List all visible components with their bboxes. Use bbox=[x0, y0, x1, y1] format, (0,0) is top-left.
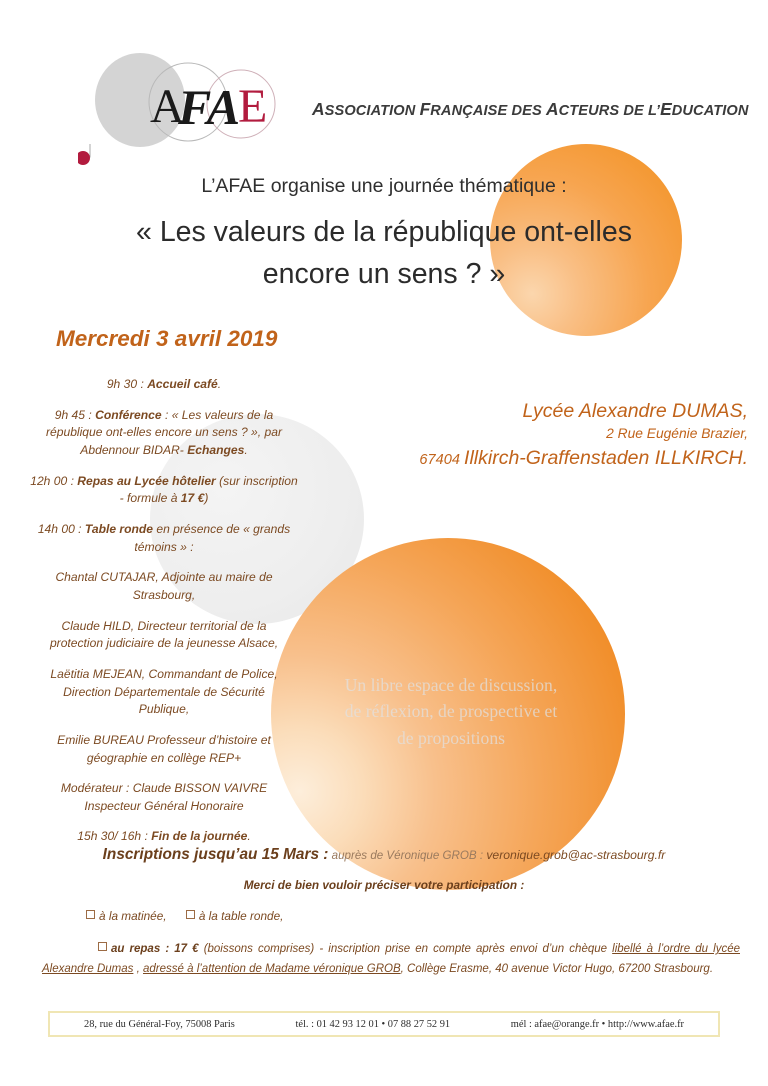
programme-item-text: Chantal CUTAJAR, Adjointe au maire de Strasbourg, bbox=[55, 570, 273, 602]
programme-item-text: Modérateur : Claude BISSON VAIVRE Inspecteur Général Honoraire bbox=[60, 781, 268, 813]
svg-text:A: A bbox=[150, 80, 185, 133]
meal-underline-a: libellé à l’ordre du lycée Alexandre Dumas bbox=[42, 943, 740, 976]
programme-item-text: Emilie BUREAU Professeur d’histoire et géographie en collège REP+ bbox=[57, 732, 271, 765]
programme-item-detail: : « Les valeurs de la république ont-elles encore un sens ? », par Abdennour BIDAR- bbox=[46, 407, 282, 457]
option-meal[interactable] bbox=[42, 943, 199, 955]
tagline-rest-3: CTEURS DE L’ bbox=[558, 103, 661, 119]
event-date: Mercredi 3 avril 2019 bbox=[56, 326, 278, 351]
checkbox-icon-meal[interactable] bbox=[98, 942, 107, 951]
programme-item-title: Conférence bbox=[95, 407, 162, 422]
programme-item-detail: . bbox=[217, 377, 222, 391]
footer-address: 28, rue du Général-Foy, 75008 Paris bbox=[84, 1018, 235, 1030]
tagline-cap-1: A bbox=[312, 99, 325, 119]
meal-text-a: (boissons comprises) - inscription prise en compte après envoi d’un chèque bbox=[198, 943, 613, 955]
programme-item bbox=[28, 407, 300, 460]
programme-item-detail-2: . bbox=[244, 442, 248, 457]
programme-item-detail-2: ) bbox=[204, 491, 209, 506]
afae-logo bbox=[78, 52, 308, 172]
programme-list bbox=[28, 376, 300, 846]
footer-bar bbox=[48, 1011, 720, 1037]
programme-item bbox=[28, 732, 300, 767]
title-main-line2: encore un sens ? » bbox=[262, 258, 506, 291]
meal-price-label: au repas : 17 € bbox=[111, 943, 199, 955]
option-roundtable[interactable] bbox=[186, 909, 284, 923]
option-roundtable-label: à la table ronde, bbox=[198, 909, 284, 923]
programme-item-time: 9h 45 : bbox=[54, 407, 96, 422]
venue-street: 2 Rue Eugénie Brazier, bbox=[606, 426, 748, 442]
slogan-text bbox=[292, 672, 610, 751]
venue-zip: 67404 bbox=[419, 452, 465, 468]
checkbox-icon-morning[interactable] bbox=[86, 910, 95, 919]
registration-block bbox=[28, 846, 740, 979]
programme-item bbox=[28, 376, 300, 394]
venue-city-name: Illkirch-Graffenstaden ILLKIRCH. bbox=[464, 447, 748, 469]
venue-city bbox=[400, 445, 748, 472]
tagline-rest-1: SSOCIATION bbox=[324, 103, 420, 119]
programme-item-title: Repas au Lycée hôtelier bbox=[77, 473, 216, 488]
programme-item-title-2: Echanges bbox=[187, 442, 245, 457]
programme-item-title: Table ronde bbox=[84, 521, 153, 536]
page-title bbox=[84, 172, 684, 296]
slogan-line3: de propositions bbox=[396, 727, 505, 748]
option-morning[interactable] bbox=[86, 909, 167, 923]
programme-item-title: Accueil café bbox=[147, 377, 218, 391]
programme-item-time: 12h 00 : bbox=[30, 473, 78, 488]
programme-item-time: 9h 30 : bbox=[106, 377, 148, 391]
svg-text:E: E bbox=[238, 80, 268, 133]
slogan-line2: de réflexion, de prospective et bbox=[344, 701, 558, 722]
svg-text:FA: FA bbox=[178, 79, 241, 135]
slogan-line1: Un libre espace de discussion, bbox=[344, 675, 558, 695]
tagline-cap-2: F bbox=[419, 99, 431, 119]
tagline-rest-2: RANÇAISE DES bbox=[430, 103, 546, 119]
meal-text-c: , Collège Erasme, 40 avenue Victor Hugo, 67200 Strasbourg. bbox=[400, 963, 714, 976]
title-main bbox=[84, 211, 684, 295]
tagline-rest-4: DUCATION bbox=[671, 103, 749, 119]
programme-item-title-2: 17 € bbox=[180, 491, 205, 506]
registration-contact-name: auprès de Véronique GROB : bbox=[328, 849, 487, 862]
programme-item-title: Fin de la journée bbox=[151, 829, 248, 844]
programme-item-text: Laëtitia MEJEAN, Commandant de Police, Direction Départementale de Sécurité Publique, bbox=[50, 666, 278, 717]
footer-contact[interactable]: mél : afae@orange.fr • http://www.afae.fr bbox=[510, 1018, 684, 1030]
programme-item bbox=[28, 473, 300, 508]
programme-item bbox=[28, 666, 300, 719]
meal-underline-b: adressé à l’attention de Madame véronique GROB bbox=[143, 963, 401, 976]
venue-name: Lycée Alexandre DUMAS, bbox=[522, 400, 748, 422]
meal-text-b: , bbox=[133, 963, 143, 976]
venue-block bbox=[400, 398, 748, 472]
tagline-cap-3: A bbox=[545, 99, 559, 119]
tagline-cap-4: E bbox=[660, 99, 672, 119]
programme-item-detail: . bbox=[247, 829, 251, 844]
programme-item bbox=[28, 521, 300, 556]
programme-item bbox=[28, 780, 300, 815]
title-main-line1: « Les valeurs de la république ont-elles bbox=[136, 216, 632, 249]
programme-item-detail: (sur inscription - formule à bbox=[119, 473, 298, 506]
registration-options bbox=[28, 909, 740, 923]
programme-item-time: 15h 30/ 16h : bbox=[77, 829, 152, 844]
association-tagline bbox=[312, 99, 749, 120]
registration-email[interactable]: veronique.grob@ac-strasbourg.fr bbox=[486, 848, 666, 862]
footer-phone: tél. : 01 42 93 12 01 • 07 88 27 52 91 bbox=[295, 1018, 451, 1030]
registration-deadline: Inscriptions jusqu’au 15 Mars : bbox=[102, 846, 329, 863]
title-lead: L’AFAE organise une journée thématique : bbox=[201, 175, 567, 197]
afae-logo-svg bbox=[78, 52, 308, 172]
programme-item bbox=[28, 569, 300, 604]
option-morning-label: à la matinée, bbox=[99, 909, 167, 923]
programme-item bbox=[28, 828, 300, 846]
registration-deadline-line bbox=[28, 846, 740, 864]
programme-item bbox=[28, 618, 300, 653]
programme-item-time: 14h 00 : bbox=[37, 521, 85, 536]
programme-item-text: Claude HILD, Directeur territorial de la protection judiciaire de la jeunesse Alsace, bbox=[49, 618, 279, 651]
registration-instruction: Merci de bien vouloir préciser votre participation : bbox=[243, 878, 525, 892]
registration-meal bbox=[28, 939, 740, 979]
programme-item-detail: en présence de « grands témoins » : bbox=[134, 521, 291, 554]
checkbox-icon-roundtable[interactable] bbox=[186, 910, 195, 919]
